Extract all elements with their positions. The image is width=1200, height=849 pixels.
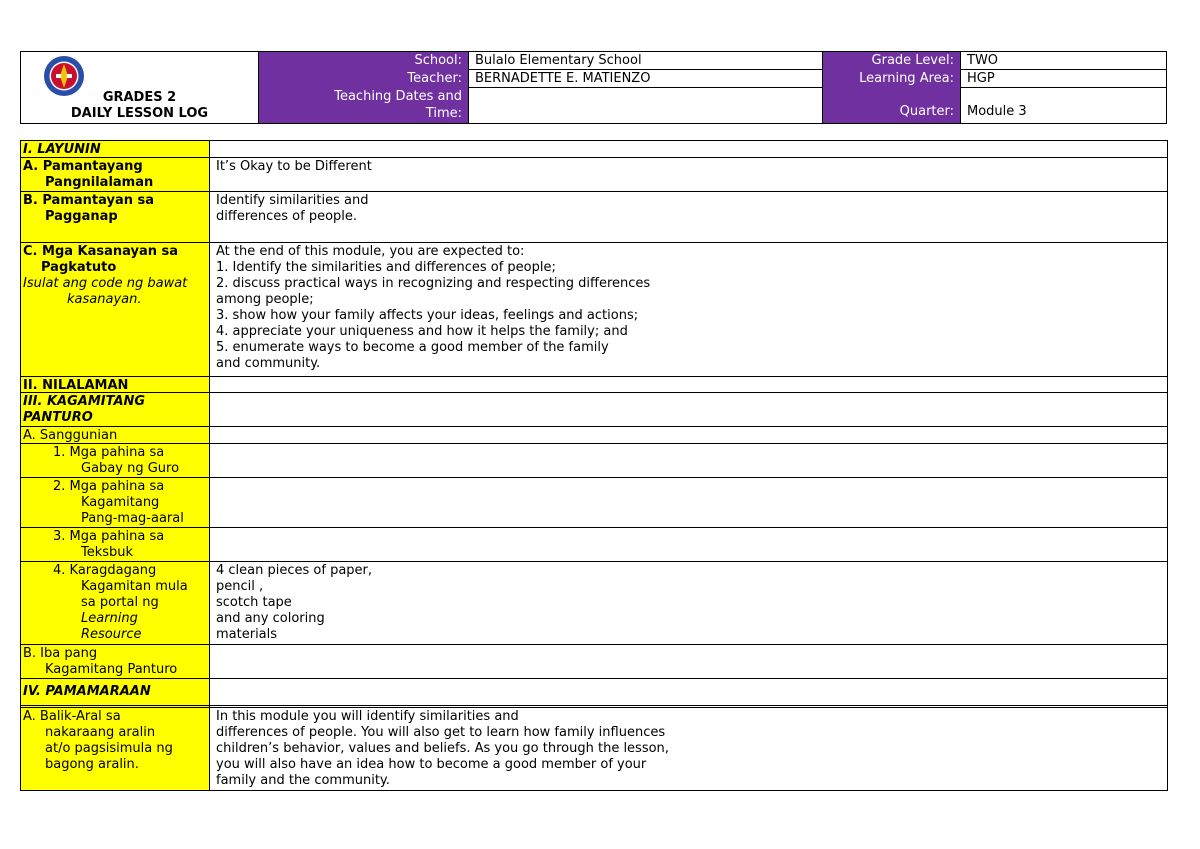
kasanayan-value xyxy=(210,243,1168,376)
label-line: Learning xyxy=(81,611,138,626)
pamantayang-nilalaman-value xyxy=(210,158,1168,191)
label-line: 2. Mga pahina sa xyxy=(53,479,165,494)
learning-area-value: HGP xyxy=(961,70,1166,88)
label-line: Pagganap xyxy=(45,209,118,224)
grades-label: GRADES 2 xyxy=(102,90,177,105)
value-line: 4. appreciate your uniqueness and how it helps the family; and xyxy=(216,324,628,339)
label-line: III. KAGAMITANG xyxy=(23,394,146,409)
value-line: 3. show how your family affects your ideas, feelings and actions; xyxy=(216,308,639,323)
teaching-dates-label: Teaching Dates and xyxy=(334,89,462,104)
quarter-value: Module 3 xyxy=(961,88,1166,123)
pamantayan-pagganap-label xyxy=(20,192,210,242)
layunin-label: I. LAYUNIN xyxy=(20,141,210,157)
header-divider xyxy=(961,69,1166,70)
school-value: Bulalo Elementary School xyxy=(469,52,822,70)
label-line: bagong aralin. xyxy=(45,757,139,772)
grade-level-label: Grade Level: xyxy=(871,53,954,68)
value-line: pencil , xyxy=(216,579,264,594)
nilalaman-label: II. NILALAMAN xyxy=(20,377,210,392)
kasanayan-label xyxy=(20,243,210,376)
value-line: differences of people. You will also get to learn how family influences xyxy=(216,725,666,740)
row-kagamitang-panturo xyxy=(20,392,1168,426)
gabay-ng-guro-label xyxy=(20,444,210,477)
iba-pang-kagamitan-value xyxy=(210,645,1168,678)
balik-aral-label xyxy=(20,708,210,790)
row-pamantayan-pagganap xyxy=(20,191,1168,242)
iba-pang-kagamitan-label xyxy=(20,645,210,678)
teksbuk-label xyxy=(20,528,210,561)
sanggunian-value xyxy=(210,427,1168,443)
value-line: scotch tape xyxy=(216,595,292,610)
row-teksbuk xyxy=(20,527,1168,561)
label-line: 3. Mga pahina sa xyxy=(53,529,165,544)
label-line: Teksbuk xyxy=(81,545,134,560)
header-divider xyxy=(469,87,822,88)
value-line: children’s behavior, values and beliefs. As you go through the lesson, xyxy=(216,741,669,756)
row-nilalaman xyxy=(20,376,1168,392)
gabay-ng-guro-value xyxy=(210,444,1168,477)
lesson-log-header xyxy=(20,51,1167,124)
label-line: A. Balik-Aral sa xyxy=(23,709,121,724)
value-line: It’s Okay to be Different xyxy=(216,159,372,174)
karagdagang-kagamitan-label xyxy=(20,562,210,644)
teaching-time-label: Time: xyxy=(425,106,462,121)
value-line: 4 clean pieces of paper, xyxy=(216,563,373,578)
label-line: B. Pamantayan sa xyxy=(23,193,155,208)
pamamaraan-label: IV. PAMAMARAAN xyxy=(20,679,210,705)
value-line: Identify similarities and xyxy=(216,193,369,208)
value-line: and any coloring xyxy=(216,611,325,626)
row-pamamaraan xyxy=(20,678,1168,705)
pamamaraan-value xyxy=(210,679,1168,705)
header-divider xyxy=(961,87,1166,88)
label-line: A. Pamantayang xyxy=(23,159,143,174)
quarter-label: Quarter: xyxy=(899,104,954,119)
label-line: sa portal ng xyxy=(81,595,159,610)
value-line: 2. discuss practical ways in recognizing and respecting differences xyxy=(216,276,651,291)
label-line: kasanayan. xyxy=(67,292,142,307)
value-line: among people; xyxy=(216,292,314,307)
teacher-value: BERNADETTE E. MATIENZO xyxy=(469,70,822,88)
header-divider xyxy=(822,52,823,123)
label-line: 4. Karagdagang xyxy=(53,563,157,578)
label-line: Pang-mag-aaral xyxy=(81,511,184,526)
lesson-log-table xyxy=(20,140,1168,791)
value-line: materials xyxy=(216,627,278,642)
row-iba-pang-kagamitan xyxy=(20,644,1168,678)
label-line: Gabay ng Guro xyxy=(81,461,180,476)
label-line: Kagamitang Panturo xyxy=(45,662,178,677)
value-line: In this module you will identify similarities and xyxy=(216,709,519,724)
karagdagang-kagamitan-value xyxy=(210,562,1168,644)
learning-area-label: Learning Area: xyxy=(859,71,954,86)
label-line: B. Iba pang xyxy=(23,646,98,661)
sanggunian-label: A. Sanggunian xyxy=(20,427,210,443)
row-kagamitang-mag-aaral xyxy=(20,477,1168,527)
teacher-label: Teacher: xyxy=(407,71,462,86)
header-divider xyxy=(258,52,259,123)
value-line: At the end of this module, you are expected to: xyxy=(216,244,525,259)
header-right-labels xyxy=(823,52,960,123)
row-balik-aral xyxy=(20,707,1168,791)
label-line: PANTURO xyxy=(23,410,93,425)
value-line: 1. Identify the similarities and differences of people; xyxy=(216,260,556,275)
row-sanggunian xyxy=(20,426,1168,443)
value-line: you will also have an idea how to become a good member of your xyxy=(216,757,647,772)
value-line: family and the community. xyxy=(216,773,390,788)
grade-level-value: TWO xyxy=(961,52,1166,70)
value-line: differences of people. xyxy=(216,209,358,224)
kagamitang-mag-aaral-label xyxy=(20,478,210,527)
layunin-value xyxy=(210,141,1168,157)
label-line: 1. Mga pahina sa xyxy=(53,445,165,460)
kagamitang-panturo-label xyxy=(20,393,210,426)
value-line: 5. enumerate ways to become a good member of the family xyxy=(216,340,609,355)
kagamitang-panturo-value xyxy=(210,393,1168,426)
value-line: and community. xyxy=(216,356,321,371)
label-line: at/o pagsisimula ng xyxy=(45,741,173,756)
teaching-dates-value xyxy=(469,88,822,123)
kagamitang-mag-aaral-value xyxy=(210,478,1168,527)
label-line: C. Mga Kasanayan sa xyxy=(23,244,179,259)
pamantayan-pagganap-value xyxy=(210,192,1168,242)
row-kasanayan xyxy=(20,242,1168,376)
balik-aral-value xyxy=(210,708,1168,790)
pamantayang-nilalaman-label xyxy=(20,158,210,191)
daily-lesson-log-label: DAILY LESSON LOG xyxy=(70,106,209,121)
label-line: Pangnilalaman xyxy=(45,175,154,190)
school-label: School: xyxy=(414,53,462,68)
teksbuk-value xyxy=(210,528,1168,561)
label-line: nakaraang aralin xyxy=(45,725,156,740)
header-left-labels xyxy=(258,52,468,123)
row-karagdagang-kagamitan xyxy=(20,561,1168,644)
row-layunin xyxy=(20,140,1168,157)
label-line: Kagamitan mula xyxy=(81,579,188,594)
nilalaman-value xyxy=(210,377,1168,392)
label-line: Resource xyxy=(81,627,142,642)
grades-title xyxy=(21,90,258,122)
row-pamantayang-nilalaman xyxy=(20,157,1168,191)
label-line: Isulat ang code ng bawat xyxy=(23,276,188,291)
label-line: Kagamitang xyxy=(81,495,160,510)
header-divider xyxy=(469,69,822,70)
label-line: Pagkatuto xyxy=(41,260,117,275)
row-gabay-ng-guro xyxy=(20,443,1168,477)
header-logo-cell xyxy=(21,52,258,123)
